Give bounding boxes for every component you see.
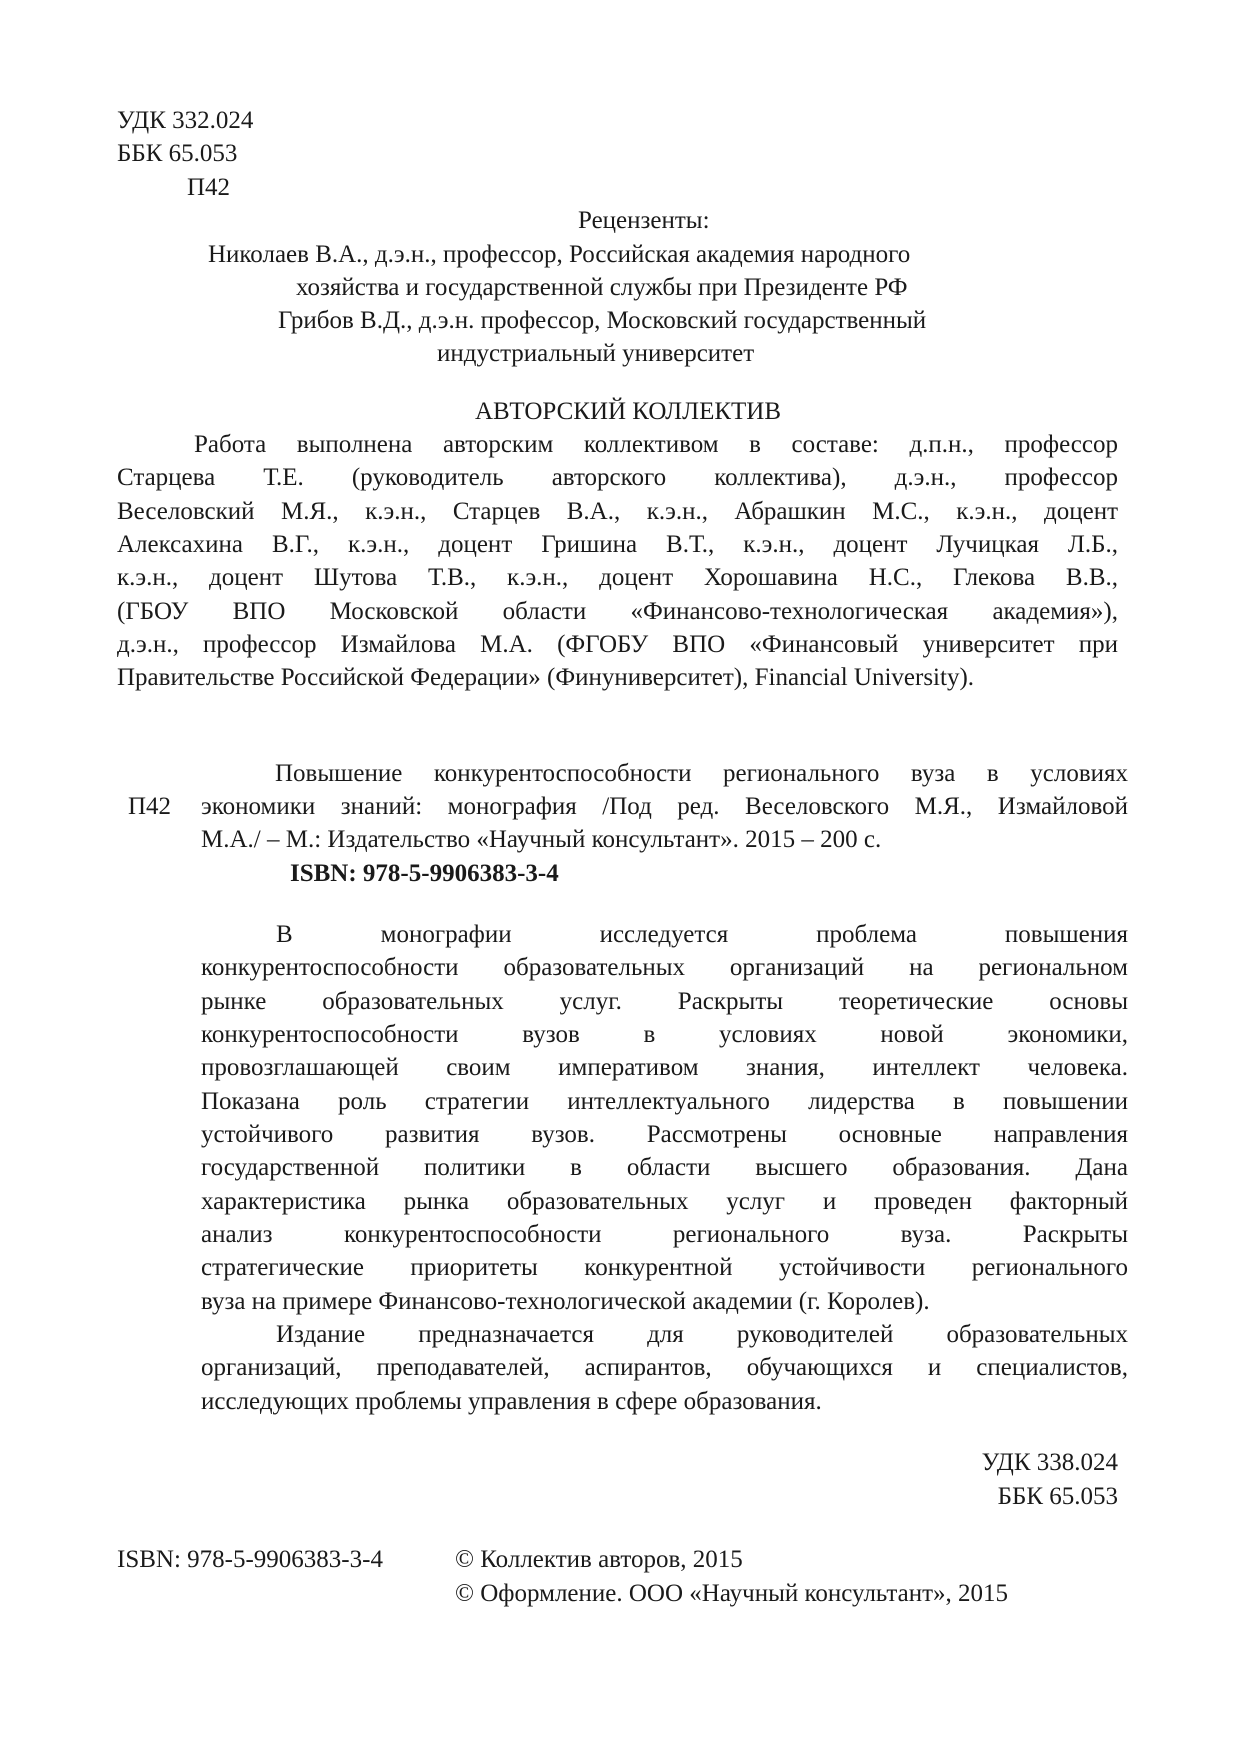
reviewer-line: индустриальный университет xyxy=(437,340,755,367)
abstract-line: государственной политики в области высшего образования. Дана xyxy=(201,1154,1128,1181)
authors-line: д.э.н., профессор Измайлова М.А. (ФГОБУ ВПО «Финансовый университет при xyxy=(117,631,1118,658)
authors-line: Работа выполнена авторским коллективом в составе: д.п.н., профессор xyxy=(194,431,1118,458)
abstract-line: характеристика рынка образовательных услуг и проведен факторный xyxy=(201,1188,1128,1215)
authors-line: к.э.н., доцент Шутова Т.В., к.э.н., доцент Хорошавина Н.С., Глекова В.В., xyxy=(117,564,1118,591)
authors-line: Правительстве Российской Федерации» (Финуниверситет), Financial University). xyxy=(117,664,975,691)
copyright-design: © Оформление. ООО «Научный консультант», 2015 xyxy=(455,1580,1009,1607)
bibliography-isbn: ISBN: 978-5-9906383-3-4 xyxy=(290,860,559,887)
bibliography-line: М.А./ – М.: Издательство «Научный консультант». 2015 – 200 с. xyxy=(201,826,882,853)
audience-line: организаций, преподавателей, аспирантов, обучающихся и специалистов, xyxy=(201,1354,1128,1381)
audience-line: Издание предназначается для руководителей образовательных xyxy=(276,1321,1128,1348)
authors-line: Алексахина В.Г., к.э.н., доцент Гришина В.Т., к.э.н., доцент Лучицкая Л.Б., xyxy=(117,531,1118,558)
reviewer-line: Грибов В.Д., д.э.н. профессор, Московский государственный xyxy=(278,307,927,334)
reviewer-line: Николаев В.А., д.э.н., профессор, Российская академия народного xyxy=(208,241,911,268)
author-sign-code: П42 xyxy=(187,174,231,201)
abstract-line: анализ конкурентоспособности регионального вуза. Раскрыты xyxy=(201,1221,1128,1248)
authors-title: АВТОРСКИЙ КОЛЛЕКТИВ xyxy=(475,398,782,425)
authors-line: (ГБОУ ВПО Московской области «Финансово-технологическая академия»), xyxy=(117,598,1118,625)
abstract-line: конкурентоспособности образовательных организаций на региональном xyxy=(201,954,1128,981)
udk-code: УДК 332.024 xyxy=(117,107,254,134)
abstract-line: стратегические приоритеты конкурентной устойчивости регионального xyxy=(201,1254,1128,1281)
footer-bbk-code: ББК 65.053 xyxy=(997,1483,1118,1510)
audience-line: исследующих проблемы управления в сфере образования. xyxy=(201,1388,822,1415)
abstract-line: устойчивого развития вузов. Рассмотрены основные направления xyxy=(201,1121,1128,1148)
authors-line: Старцева Т.Е. (руководитель авторского коллектива), д.э.н., профессор xyxy=(117,464,1118,491)
bibliography-line: Повышение конкурентоспособности регионального вуза в условиях xyxy=(275,760,1128,787)
abstract-line: рынке образовательных услуг. Раскрыты теоретические основы xyxy=(201,988,1128,1015)
footer-udk-code: УДК 338.024 xyxy=(981,1449,1118,1476)
abstract-line: Показана роль стратегии интеллектуального лидерства в повышении xyxy=(201,1088,1128,1115)
bbk-code: ББК 65.053 xyxy=(117,140,238,167)
bibliography-sign-code: П42 xyxy=(128,793,172,820)
abstract-line: вуза на примере Финансово-технологической академии (г. Королев). xyxy=(201,1288,930,1315)
abstract-line: В монографии исследуется проблема повышения xyxy=(276,921,1128,948)
abstract-line: провозглашающей своим императивом знания, интеллект человека. xyxy=(201,1054,1128,1081)
copyright-isbn: ISBN: 978-5-9906383-3-4 xyxy=(117,1546,383,1573)
copyright-authors: © Коллектив авторов, 2015 xyxy=(455,1546,743,1573)
reviewer-line: хозяйства и государственной службы при Президенте РФ xyxy=(296,274,908,301)
reviewers-title: Рецензенты: xyxy=(578,207,710,234)
bibliography-line: экономики знаний: монография /Под ред. Веселовского М.Я., Измайловой xyxy=(201,793,1128,820)
authors-line: Веселовский М.Я., к.э.н., Старцев В.А., к.э.н., Абрашкин М.С., к.э.н., доцент xyxy=(117,498,1118,525)
abstract-line: конкурентоспособности вузов в условиях новой экономики, xyxy=(201,1021,1128,1048)
